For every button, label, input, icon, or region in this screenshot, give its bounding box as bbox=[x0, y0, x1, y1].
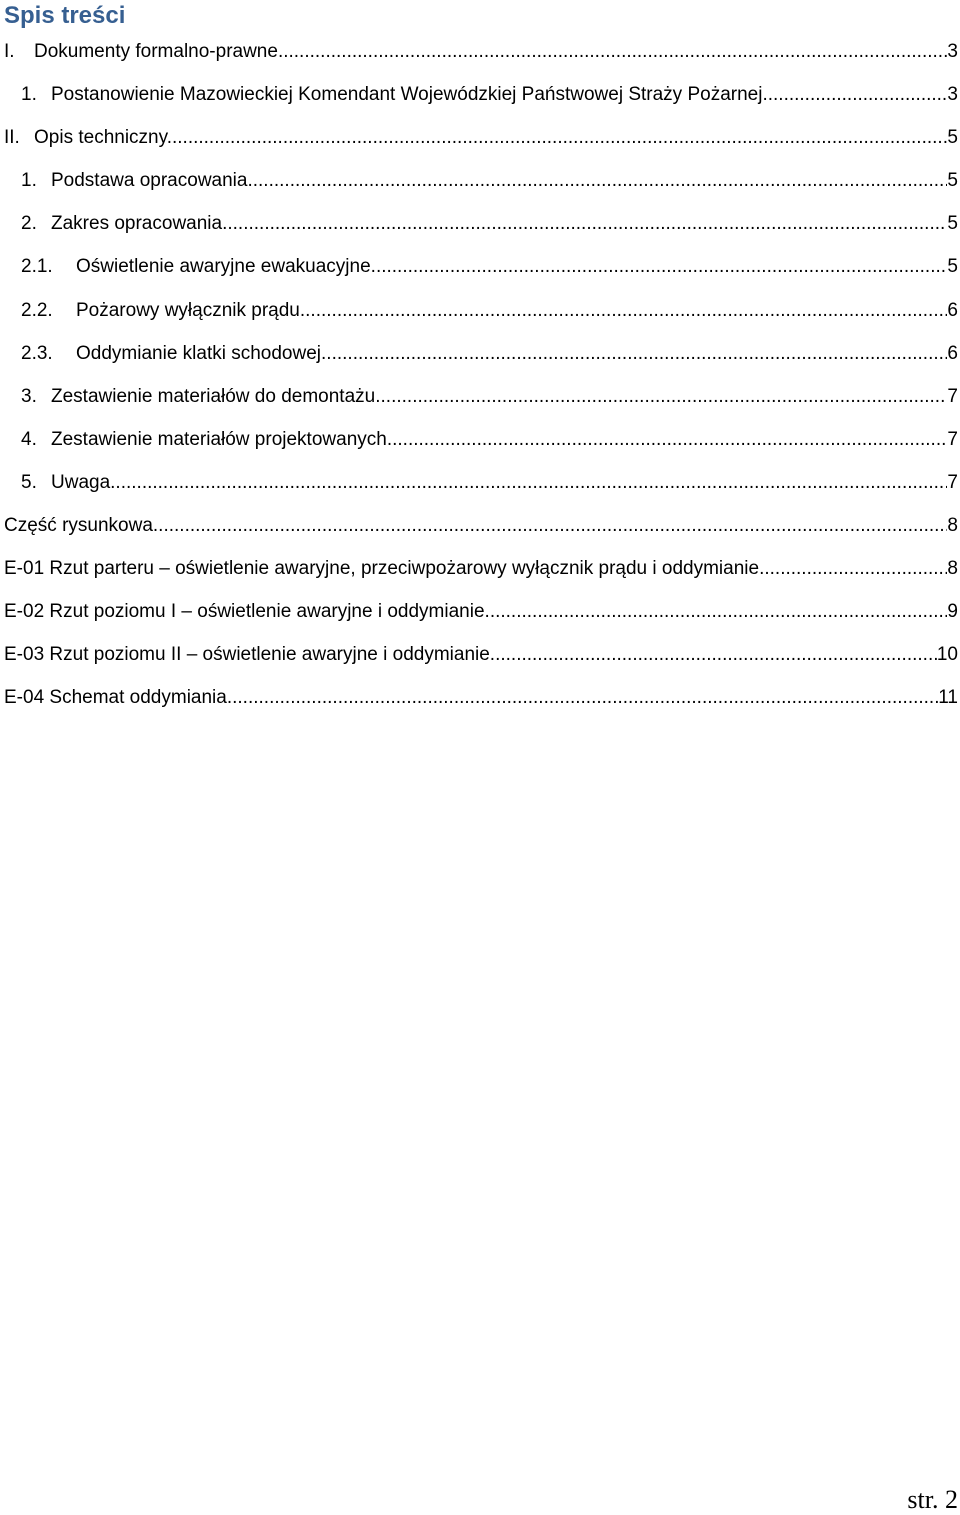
toc-entry-page: 5 bbox=[947, 256, 958, 278]
toc-entry-number: II. bbox=[4, 127, 20, 149]
toc-entry-page: 8 bbox=[947, 558, 958, 580]
toc-entry-page: 6 bbox=[947, 342, 958, 364]
toc-entry-number: 2. bbox=[21, 213, 37, 235]
toc-heading: Spis treści bbox=[4, 2, 126, 29]
toc-entry[interactable] bbox=[0, 684, 960, 727]
toc-dot-leader bbox=[115, 469, 947, 497]
toc-entry-page: 7 bbox=[947, 428, 958, 450]
toc-entry-number: 1. bbox=[21, 170, 37, 192]
toc-entry-text: Zestawienie materiałów do demontażu. bbox=[51, 385, 381, 407]
toc-entry[interactable] bbox=[0, 124, 960, 167]
toc-entry-text: Pożarowy wyłącznik prądu. bbox=[76, 299, 306, 321]
toc-entry-number: 2.2. bbox=[21, 299, 53, 321]
toc-entry[interactable] bbox=[0, 167, 960, 210]
toc-entry-page: 5 bbox=[947, 170, 958, 192]
toc-entry-text: Oddymianie klatki schodowej. bbox=[76, 342, 327, 364]
toc-entry-number: 2.1. bbox=[21, 256, 53, 278]
toc-entry[interactable] bbox=[0, 38, 960, 81]
toc-entry-text: Uwaga. bbox=[51, 471, 116, 493]
toc-entry[interactable] bbox=[0, 340, 960, 383]
toc-entry[interactable] bbox=[0, 641, 960, 684]
toc-entry-text: Dokumenty formalno-prawne. bbox=[34, 41, 284, 62]
toc-dot-leader bbox=[283, 38, 947, 66]
toc-entry-page: 3 bbox=[947, 41, 958, 62]
toc-entry-page: 8 bbox=[947, 515, 958, 537]
toc-entry-number: 5. bbox=[21, 471, 37, 493]
toc-dot-leader bbox=[392, 426, 947, 454]
toc-entry-text: E-03 Rzut poziomu II – oświetlenie awaryjne i oddymianie. bbox=[4, 644, 496, 666]
toc-entry[interactable] bbox=[0, 512, 960, 555]
toc-dot-leader bbox=[495, 641, 937, 669]
toc-entry[interactable] bbox=[0, 297, 960, 340]
toc-entry-number: 2.3. bbox=[21, 342, 53, 364]
toc-dot-leader bbox=[326, 340, 947, 368]
toc-entry-text: Opis techniczny. bbox=[34, 127, 172, 149]
toc-entry-page: 10 bbox=[936, 644, 958, 666]
toc-entry-page: 5 bbox=[947, 213, 958, 235]
toc-entry[interactable] bbox=[0, 210, 960, 253]
toc-entry[interactable] bbox=[0, 253, 960, 296]
page-number-footer: str. 2 bbox=[907, 1485, 958, 1514]
toc-entry[interactable] bbox=[0, 598, 960, 641]
toc-entry-text: Postanowienie Mazowieckiej Komendant Wojewódzkiej Państwowej Straży Pożarnej. bbox=[51, 84, 768, 106]
toc-entry-number: 3. bbox=[21, 385, 37, 407]
toc-dot-leader bbox=[305, 297, 947, 325]
toc-entry-page: 5 bbox=[947, 127, 958, 149]
toc-dot-leader bbox=[253, 167, 948, 195]
toc-entry-page: 3 bbox=[947, 84, 958, 106]
toc-entry[interactable] bbox=[0, 81, 960, 124]
toc-dot-leader bbox=[490, 598, 948, 626]
toc-entry-text: Podstawa opracowania. bbox=[51, 170, 253, 192]
toc-entry-text: E-04 Schemat oddymiania. bbox=[4, 687, 233, 709]
toc-entry[interactable] bbox=[0, 555, 960, 598]
toc-entry-text: Oświetlenie awaryjne ewakuacyjne. bbox=[76, 256, 376, 278]
toc-dot-leader bbox=[376, 253, 947, 281]
toc-dot-leader bbox=[153, 512, 948, 540]
toc-entry-number: I. bbox=[4, 41, 15, 62]
toc-entry-text: E-01 Rzut parteru – oświetlenie awaryjne, przeciwpożarowy wyłącznik prądu i oddymianie. bbox=[4, 558, 765, 580]
toc-list bbox=[0, 38, 960, 728]
toc-entry-page: 11 bbox=[938, 687, 958, 709]
toc-entry-number: 4. bbox=[21, 428, 37, 450]
toc-dot-leader bbox=[764, 555, 947, 583]
toc-entry[interactable] bbox=[0, 426, 960, 469]
toc-dot-leader bbox=[222, 210, 947, 238]
toc-dot-leader bbox=[232, 684, 938, 712]
toc-dot-leader bbox=[381, 383, 948, 411]
toc-entry[interactable] bbox=[0, 469, 960, 512]
toc-entry-text: Zakres opracowania bbox=[51, 213, 223, 235]
toc-entry-text: Zestawienie materiałów projektowanych. bbox=[51, 428, 393, 450]
toc-entry-page: 7 bbox=[947, 471, 958, 493]
toc-dot-leader bbox=[768, 81, 948, 109]
toc-entry-text: E-02 Rzut poziomu I – oświetlenie awaryjne i oddymianie. bbox=[4, 601, 490, 623]
toc-entry-page: 7 bbox=[947, 385, 958, 407]
toc-entry-text: Część rysunkowa bbox=[4, 515, 153, 537]
toc-dot-leader bbox=[172, 124, 947, 152]
toc-entry-number: 1. bbox=[21, 84, 37, 106]
toc-entry-page: 9 bbox=[947, 601, 958, 623]
toc-entry-page: 6 bbox=[947, 299, 958, 321]
toc-entry[interactable] bbox=[0, 383, 960, 426]
